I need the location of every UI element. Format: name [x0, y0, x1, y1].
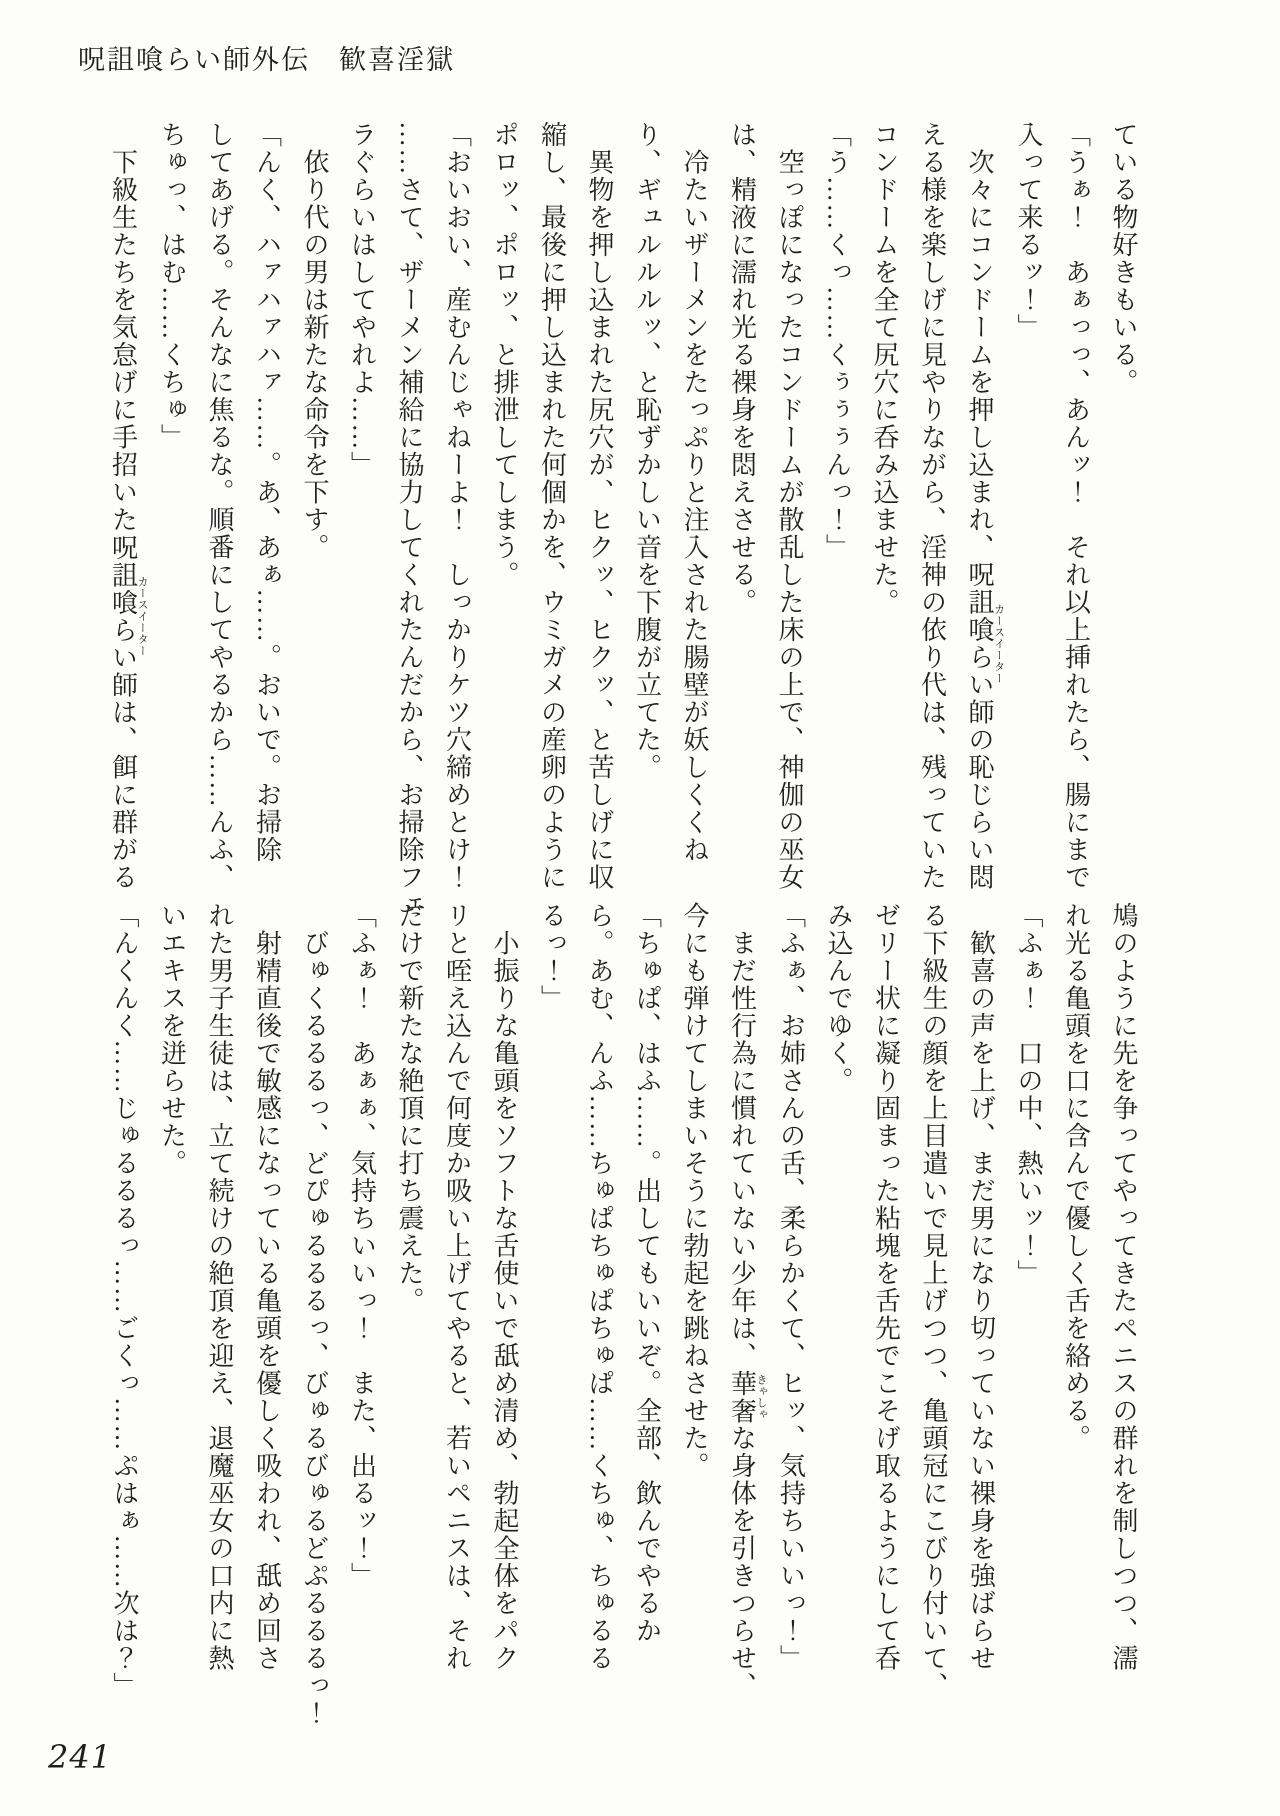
- text-column: コンドームを全て尻穴に呑み込ませた。: [870, 121, 899, 616]
- page-number: 241: [48, 1738, 113, 1776]
- text-column: み込んでゆく。: [824, 902, 853, 1095]
- text-column: 今にも弾けてしまいそうに勃起を跳ねさせた。: [680, 902, 709, 1480]
- text-column: 次々にコンドームを押し込まれ、呪詛喰らい師カースイーターの恥じらい悶: [965, 121, 1005, 891]
- text-column: 歓喜の声を上げ、まだ男になり切っていない裸身を強ばらせ: [966, 902, 996, 1672]
- text-column: 依り代の男は新たな命令を下す。: [300, 121, 329, 561]
- text-column: える様を楽しげに見やりながら、淫神の依り代は、残っていた: [917, 121, 947, 891]
- text-column: 空っぽになったコンドームが散乱した床の上で、神伽の巫女: [775, 121, 804, 891]
- text-column: 「んくんく……じゅるるるっ……ごくっ……ぷはぁ……次は？」: [110, 902, 139, 1700]
- text-column: 「うぁ！ あぁっっ、あんッ！ それ以上挿れたら、腸にまで: [1061, 121, 1091, 891]
- text-column: り、ギュルルルッ、と恥ずかしい音を下腹が立てた。: [632, 121, 662, 781]
- text-column: れ光る亀頭を口に含んで優しく舌を絡める。: [1061, 902, 1091, 1452]
- text-column: ゼリー状に凝り固まった粘塊を舌先でこそげ取るようにして呑: [871, 902, 901, 1672]
- text-column: 縮し、最後に押し込まれた何個かを、ウミガメの産卵のように: [537, 121, 567, 891]
- text-column: 「ふぁ！ 口の中、熱いッ！」: [1014, 902, 1043, 1287]
- text-column: してあげる。そんなに焦るな。順番にしてやるから……んふ、: [205, 121, 234, 891]
- text-column: れた男子生徒は、立て続けの絶頂を迎え、退魔巫女の口内に熱: [205, 902, 234, 1672]
- text-column: リと咥え込んで何度か吸い上げてやると、若いペニスは、それ: [442, 902, 472, 1672]
- text-column: ている物好きもいる。: [1109, 121, 1138, 396]
- upper-text-block: [99, 121, 1147, 919]
- text-column: だけで新たな絶頂に打ち震えた。: [395, 902, 424, 1315]
- text-column: るっ！」: [537, 902, 567, 1012]
- text-column: 鳩のように先を争ってやってきたペニスの群れを制しつつ、濡: [1109, 902, 1138, 1672]
- text-column: 入って来るッ！」: [1014, 121, 1043, 341]
- text-column: 「ちゅぱ、はふ……。出してもいいぞ。全部、飲んでやるか: [632, 902, 662, 1645]
- text-column: びゅくるるるっ、どぴゅるるるっ、びゅるびゅるどぷるるるっ！: [300, 902, 329, 1727]
- text-column: ら。あむ、んふ……ちゅぱちゅぱちゅぱ……くちゅ、ちゅるる: [585, 902, 614, 1672]
- running-header: [78, 38, 455, 77]
- text-column: 射精直後で敏感になっている亀頭を優しく吸われ、舐め回さ: [252, 902, 282, 1672]
- text-column: 小振りな亀頭をソフトな舌使いで舐め清め、勃起全体をパク: [490, 902, 519, 1672]
- text-column: る下級生の顔を上目遣いで見上げつつ、亀頭冠にこびり付いて、: [919, 902, 948, 1700]
- text-column: は、精液に濡れ光る裸身を悶えさせる。: [727, 121, 757, 616]
- text-column: 異物を押し込まれた尻穴が、ヒクッ、ヒクッ、と苦しげに収: [585, 121, 614, 891]
- text-column: いエキスを迸らせた。: [157, 902, 187, 1177]
- text-column: 下級生たちを気怠げに手招いた呪詛喰らい師カースイーターは、餌に群がる: [108, 121, 148, 891]
- text-column: 「う……くっ……くぅぅぅんっ！」: [822, 121, 852, 561]
- text-column: ラぐらいはしてやれよ……」: [347, 121, 377, 479]
- chapter-title: 呪詛喰らい師外伝 歓喜淫獄: [78, 45, 455, 75]
- text-column: ……さて、ザーメン補給に協力してくれたんだから、お掃除フェ: [395, 121, 424, 919]
- text-column: 「ふぁ、お姉さんの舌、柔らかくて、ヒッ、気持ちいいっ！」: [776, 902, 806, 1672]
- text-column: 「おいおい、産むんじゃねーよ！ しっかりケツ穴締めとけ！: [442, 121, 472, 891]
- text-column: 冷たいザーメンをたっぷりと注入された腸壁が妖しくくね: [680, 121, 709, 864]
- text-column: 「んく、ハァハァハァ……。あ、あぁ……。おいで。お掃除: [252, 121, 282, 864]
- text-column: ちゅっ、はむ……くちゅ」: [157, 121, 187, 451]
- text-column: ポロッ、ポロッ、と排泄してしまう。: [490, 121, 519, 589]
- text-column: まだ性行為に慣れていない少年は、華奢きゃしゃな身体を引きつらせ、: [727, 902, 767, 1700]
- text-column: 「ふぁ！ あぁぁ、気持ちいいっ！ また、出るッ！」: [347, 902, 377, 1590]
- lower-text-block: [101, 902, 1148, 1727]
